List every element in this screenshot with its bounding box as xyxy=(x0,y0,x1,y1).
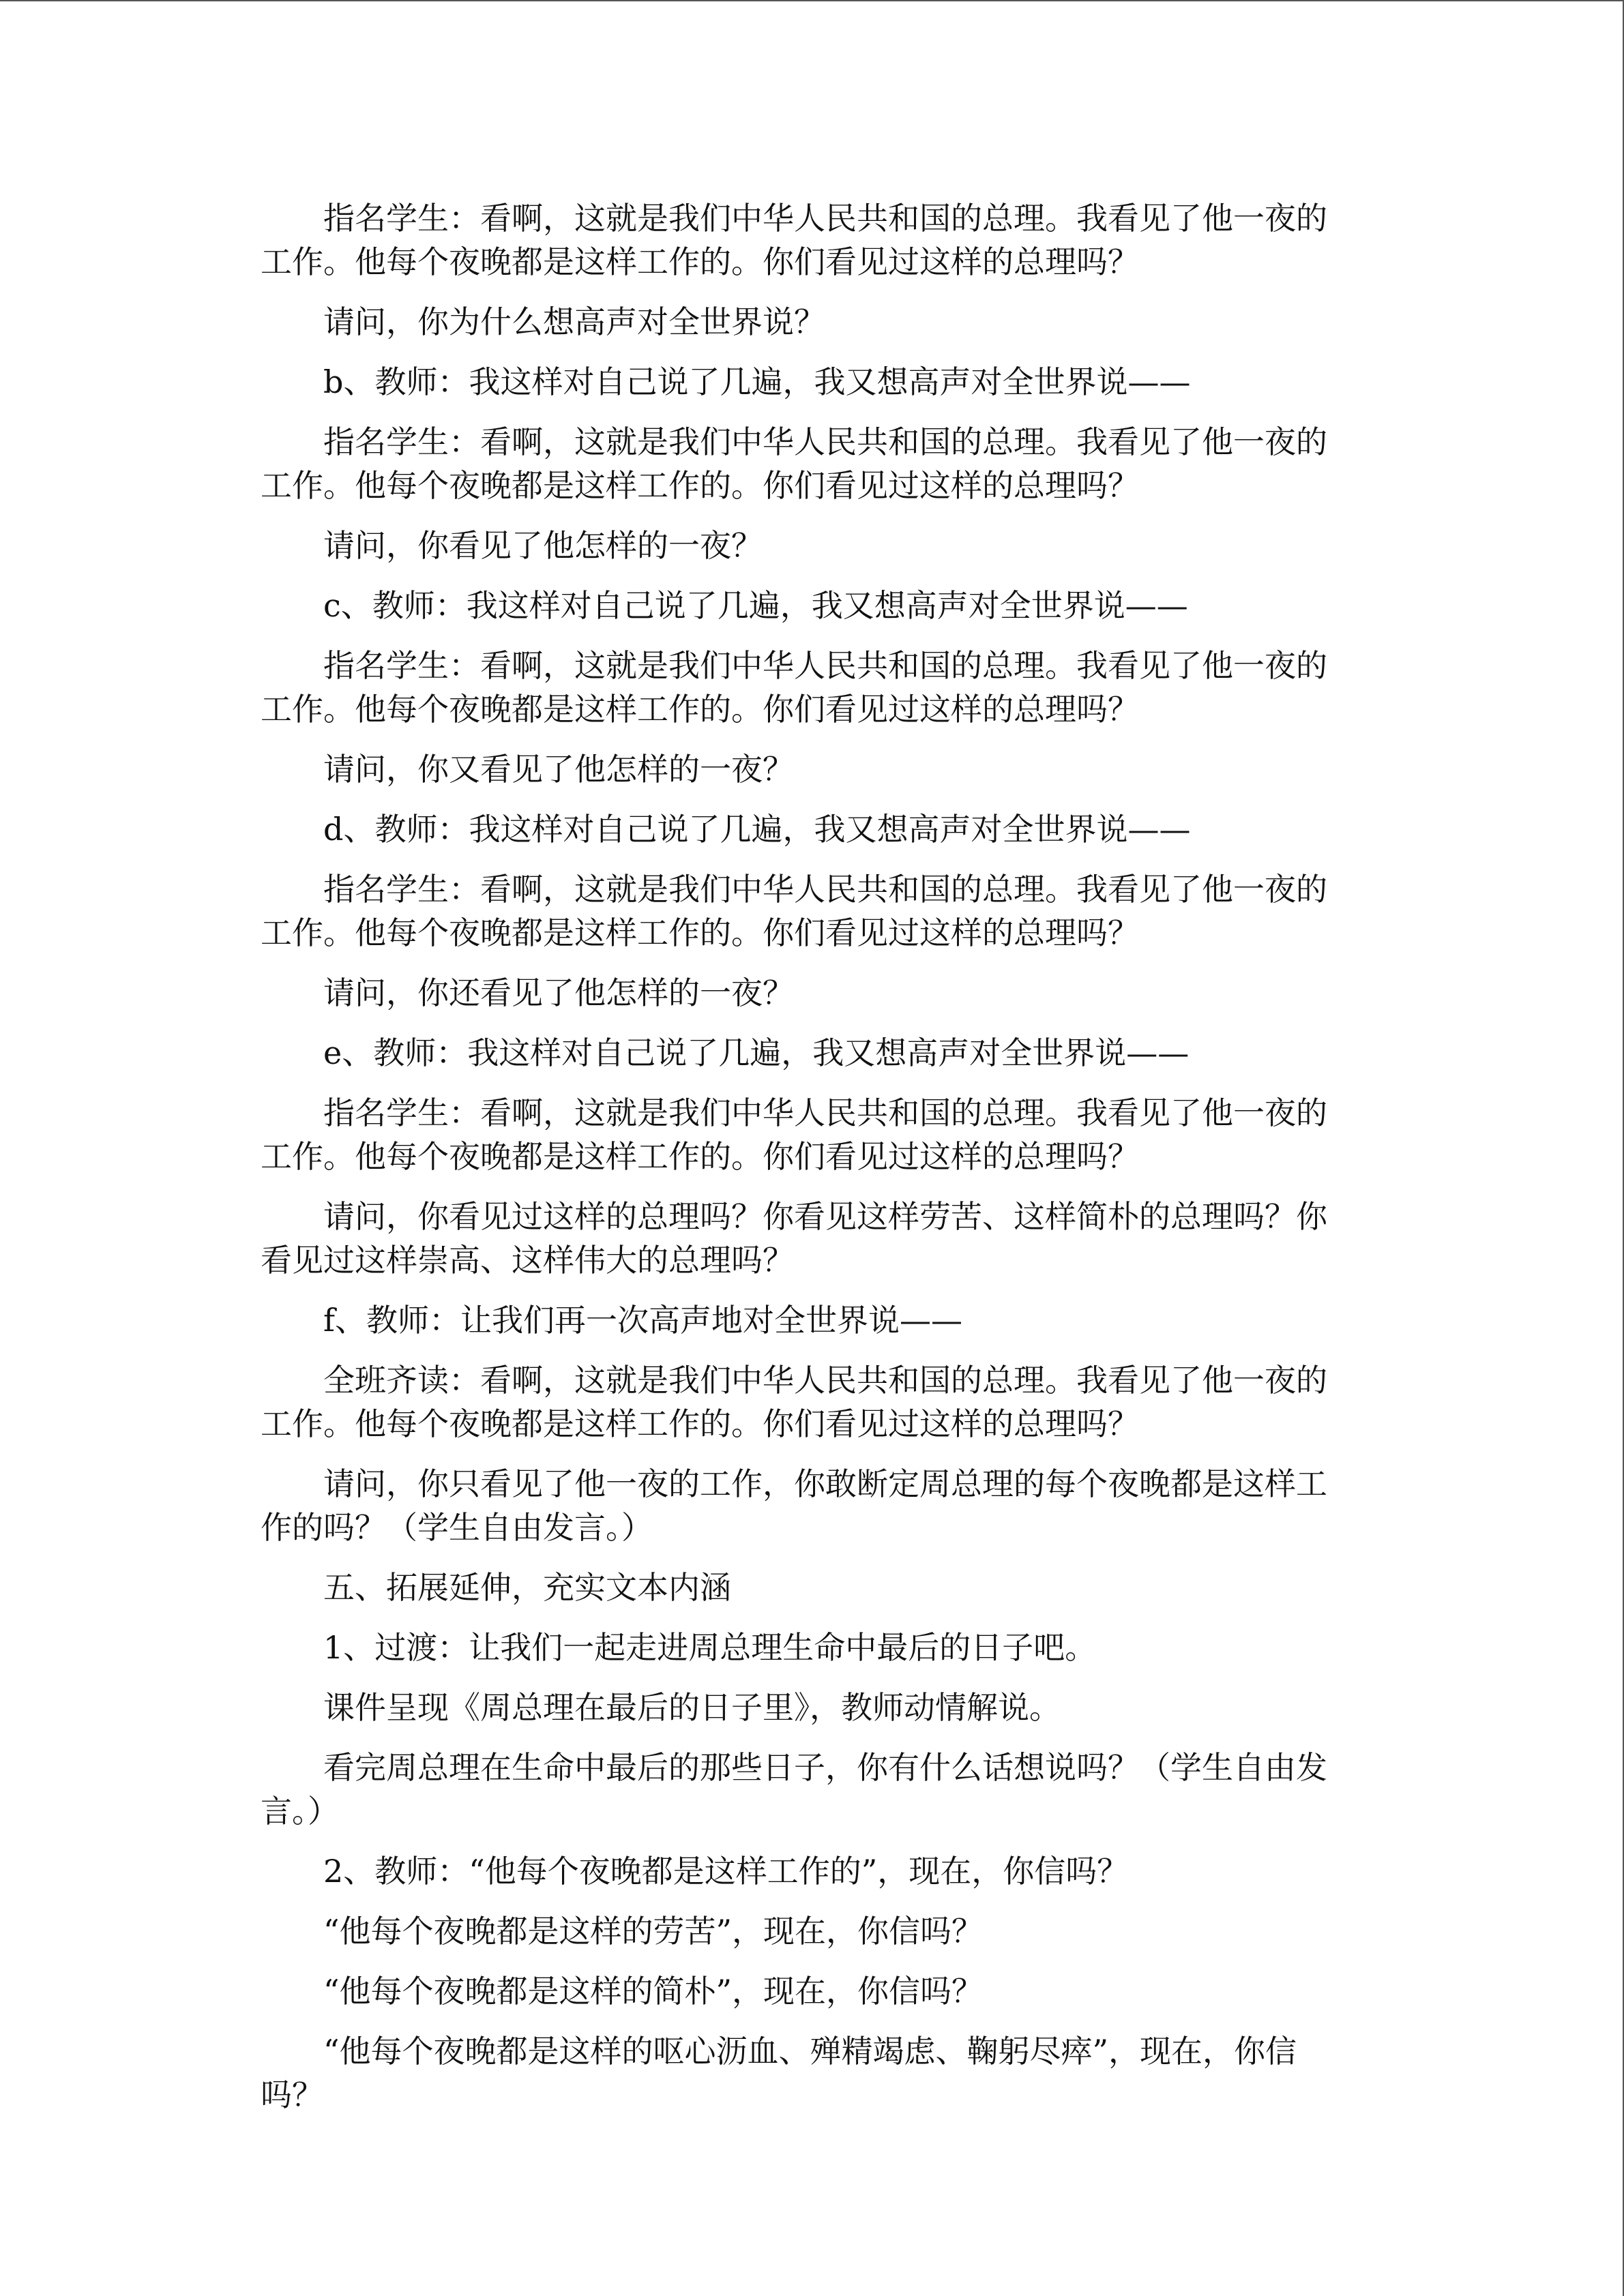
paragraph: e、教师：我这样对自己说了几遍，我又想高声对全世界说—— xyxy=(323,1034,1190,1071)
paragraph: f、教师：让我们再一次高声地对全世界说—— xyxy=(323,1302,963,1339)
paragraph: “他每个夜晚都是这样的简朴”，现在，你信吗？ xyxy=(323,1973,984,2010)
paragraph: 指名学生：看啊，这就是我们中华人民共和国的总理。我看见了他一夜的工作。他每个夜晚都是这样工作的。你们看见过这样的总理吗？ xyxy=(261,1094,1327,1175)
paragraph: 指名学生：看啊，这就是我们中华人民共和国的总理。我看见了他一夜的工作。他每个夜晚都是这样工作的。你们看见过这样的总理吗？ xyxy=(261,200,1327,280)
paragraph: b、教师：我这样对自己说了几遍，我又想高声对全世界说—— xyxy=(323,363,1191,400)
paragraph: 请问，你为什么想高声对全世界说？ xyxy=(323,303,825,340)
paragraph: “他每个夜晚都是这样的呕心沥血、殚精竭虑、鞠躬尽瘁”，现在，你信吗？ xyxy=(261,2033,1297,2113)
paragraph: 课件呈现《周总理在最后的日子里》，教师动情解说。 xyxy=(323,1689,1061,1726)
section-heading: 五、拓展延伸，充实文本内涵 xyxy=(323,1569,731,1606)
paragraph: 指名学生：看啊，这就是我们中华人民共和国的总理。我看见了他一夜的工作。他每个夜晚都是这样工作的。你们看见过这样的总理吗？ xyxy=(261,423,1327,504)
paragraph: “他每个夜晚都是这样的劳苦”，现在，你信吗？ xyxy=(323,1913,984,1950)
paragraph: 看完周总理在生命中最后的那些日子，你有什么话想说吗？（学生自由发言。） xyxy=(261,1749,1327,1830)
paragraph: 指名学生：看啊，这就是我们中华人民共和国的总理。我看见了他一夜的工作。他每个夜晚都是这样工作的。你们看见过这样的总理吗？ xyxy=(261,871,1327,951)
paragraph: 请问，你看见过这样的总理吗？你看见这样劳苦、这样简朴的总理吗？你看见过这样崇高、这样伟大的总理吗？ xyxy=(261,1198,1327,1279)
paragraph: 请问，你又看见了他怎样的一夜？ xyxy=(323,751,794,788)
document-body xyxy=(261,196,1340,2133)
paragraph: c、教师：我这样对自己说了几遍，我又想高声对全世界说—— xyxy=(323,587,1188,624)
paragraph: 请问，你还看见了他怎样的一夜？ xyxy=(323,974,794,1011)
paragraph: 全班齐读：看啊，这就是我们中华人民共和国的总理。我看见了他一夜的工作。他每个夜晚都是这样工作的。你们看见过这样的总理吗？ xyxy=(261,1362,1327,1442)
paragraph: d、教师：我这样对自己说了几遍，我又想高声对全世界说—— xyxy=(323,811,1191,848)
paragraph: 指名学生：看啊，这就是我们中华人民共和国的总理。我看见了他一夜的工作。他每个夜晚都是这样工作的。你们看见过这样的总理吗？ xyxy=(261,647,1327,728)
paragraph: 请问，你看见了他怎样的一夜？ xyxy=(323,527,763,564)
paragraph: 2、教师：“他每个夜晚都是这样工作的”，现在，你信吗？ xyxy=(323,1853,1129,1890)
paragraph: 1、过渡：让我们一起走进周总理生命中最后的日子吧。 xyxy=(323,1629,1097,1666)
paragraph: 请问，你只看见了他一夜的工作，你敢断定周总理的每个夜晚都是这样工作的吗？（学生自由发言。） xyxy=(261,1465,1327,1546)
